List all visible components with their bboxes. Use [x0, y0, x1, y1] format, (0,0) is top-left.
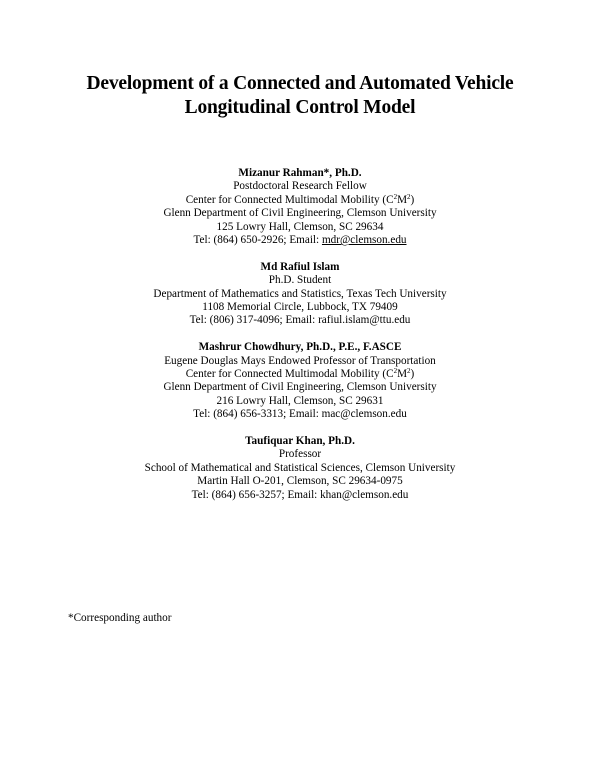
superscript: 2: [407, 367, 411, 376]
author-affiliation: Department of Mathematics and Statistics, Texas Tech University: [153, 287, 447, 300]
author-affiliation: School of Mathematical and Statistical Sciences, Clemson University: [144, 461, 456, 474]
author-position: Postdoctoral Research Fellow: [233, 180, 367, 193]
author-address: Martin Hall O-201, Clemson, SC 29634-0975: [197, 475, 403, 488]
affiliation-text: Center for Connected Multimodal Mobility (C: [185, 368, 394, 381]
author-name: Md Rafiul Islam: [260, 260, 340, 273]
author-block-islam: [40, 261, 560, 328]
superscript: 2: [393, 192, 398, 201]
superscript: 2: [393, 367, 398, 376]
contact-text: Tel: (864) 650-2926; Email:: [193, 234, 322, 247]
author-block-rahman: [40, 167, 560, 247]
affiliation-text: ): [410, 368, 415, 381]
author-position: Eugene Douglas Mays Endowed Professor of Transportation: [164, 354, 436, 367]
author-address: 216 Lowry Hall, Clemson, SC 29631: [216, 394, 384, 407]
author-list: [40, 167, 560, 516]
author-block-chowdhury: [40, 341, 560, 421]
author-address: 1108 Memorial Circle, Lubbock, TX 79409: [202, 301, 398, 314]
paper-title: [40, 72, 560, 120]
author-affiliation-center: [40, 368, 560, 381]
author-address: 125 Lowry Hall, Clemson, SC 29634: [216, 220, 384, 233]
affiliation-text: ): [410, 193, 415, 206]
affiliation-text: M: [397, 368, 408, 381]
author-affiliation-center: [40, 194, 560, 207]
author-affiliation-department: Glenn Department of Civil Engineering, Clemson University: [163, 381, 437, 394]
affiliation-text: Center for Connected Multimodal Mobility (C: [185, 193, 394, 206]
author-name: Mizanur Rahman*, Ph.D.: [238, 167, 362, 179]
email-link[interactable]: mdr@clemson.edu: [321, 234, 407, 247]
author-position: Ph.D. Student: [268, 274, 332, 287]
author-affiliation-department: Glenn Department of Civil Engineering, Clemson University: [163, 207, 437, 220]
author-contact: Tel: (806) 317-4096; Email: rafiul.islam@ttu.edu: [189, 314, 411, 327]
author-name: Mashrur Chowdhury, Ph.D., P.E., F.ASCE: [198, 341, 402, 354]
title-line-1: Development of a Connected and Automated Vehicle: [86, 73, 514, 94]
author-contact: Tel: (864) 656-3257; Email: khan@clemson.edu: [191, 488, 409, 501]
author-contact: [40, 234, 560, 247]
title-line-2: Longitudinal Control Model: [184, 97, 416, 118]
corresponding-author-footnote: *Corresponding author: [68, 612, 172, 624]
affiliation-text: M: [397, 193, 408, 206]
author-name: Taufiquar Khan, Ph.D.: [245, 435, 355, 448]
superscript: 2: [407, 192, 411, 201]
author-position: Professor: [278, 448, 322, 461]
author-contact: Tel: (864) 656-3313; Email: mac@clemson.edu: [193, 408, 407, 421]
author-block-khan: [40, 435, 560, 502]
